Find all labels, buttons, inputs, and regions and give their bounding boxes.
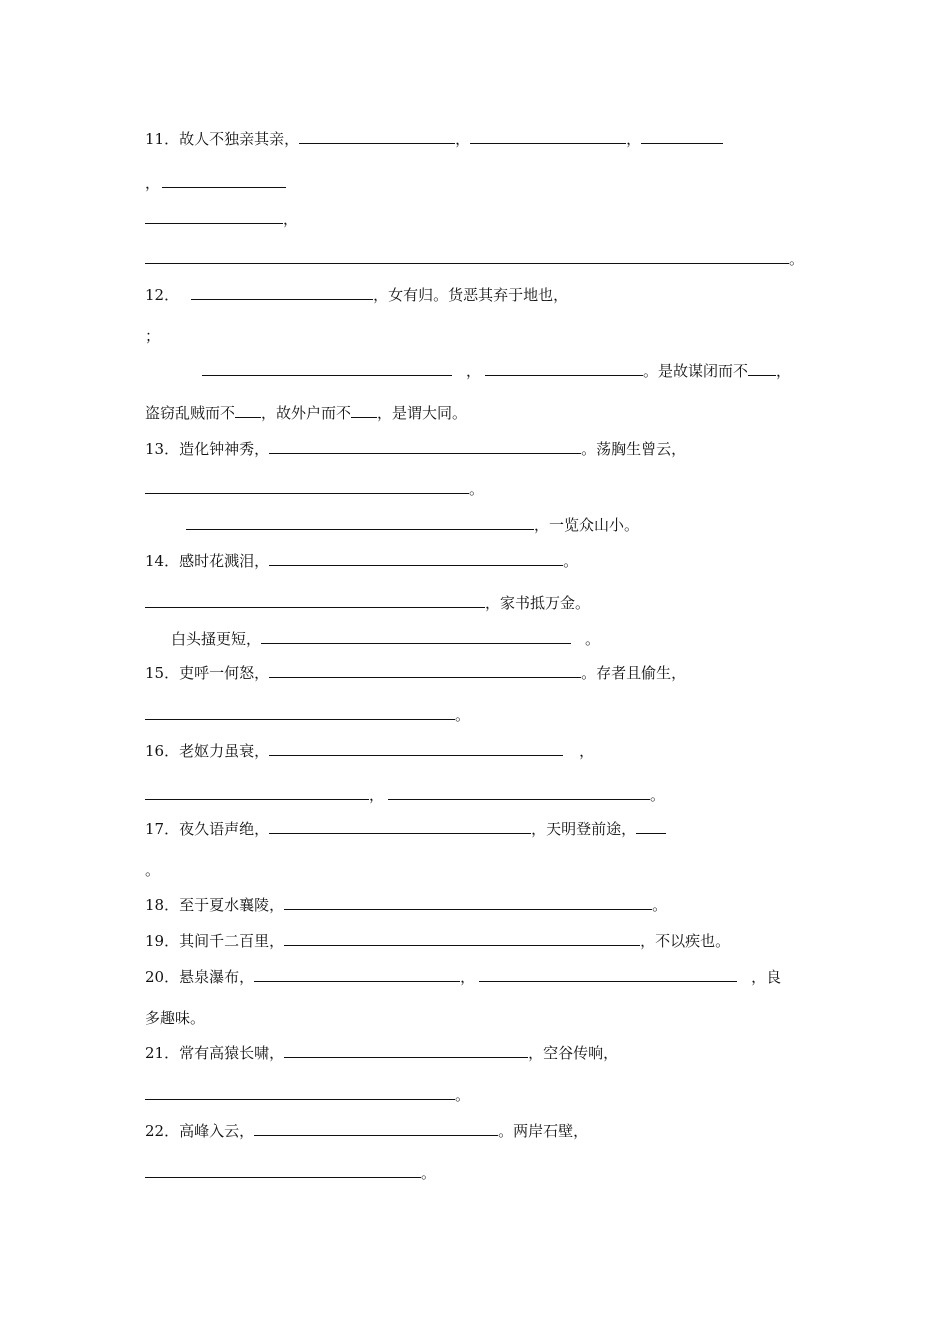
question-text: ； xyxy=(145,327,161,345)
answer-blank[interactable] xyxy=(254,966,460,982)
question-16-line-2 xyxy=(145,784,665,805)
question-18-line-1 xyxy=(145,894,667,915)
question-text: ， xyxy=(776,362,792,380)
question-17-line-2 xyxy=(145,860,160,880)
answer-blank[interactable] xyxy=(145,248,789,264)
question-text: ，良 xyxy=(751,968,782,986)
question-number: 15． xyxy=(145,664,180,682)
question-number: 22． xyxy=(145,1122,180,1140)
question-number: 14． xyxy=(145,552,180,570)
question-text: ， xyxy=(369,786,385,804)
question-text: 吏呼一何怒， xyxy=(179,664,270,682)
question-text: 。两岸石壁， xyxy=(498,1122,589,1140)
question-22-line-2 xyxy=(145,1162,436,1183)
question-text: ， xyxy=(626,130,642,148)
answer-blank[interactable] xyxy=(269,550,563,566)
answer-blank[interactable] xyxy=(269,438,581,454)
answer-blank[interactable] xyxy=(186,514,534,530)
answer-blank[interactable] xyxy=(284,1042,528,1058)
question-15-line-2 xyxy=(145,704,470,725)
question-text: 盗窃乱贼而不 xyxy=(145,404,236,422)
question-text: ，是谓大同。 xyxy=(377,404,468,422)
question-19-line-1 xyxy=(145,930,730,951)
question-number: 12． xyxy=(145,286,180,304)
question-text: 高峰入云， xyxy=(179,1122,255,1140)
answer-blank[interactable] xyxy=(145,208,283,224)
answer-blank[interactable] xyxy=(284,894,652,910)
question-text: 。 xyxy=(455,706,471,724)
question-text: ，故外户而不 xyxy=(261,404,352,422)
question-text: 。是故谋闭而不 xyxy=(643,362,749,380)
answer-blank[interactable] xyxy=(641,128,723,144)
answer-blank[interactable] xyxy=(636,818,666,834)
question-text: ， xyxy=(466,362,482,380)
question-text: 。 xyxy=(563,552,579,570)
question-12-line-1 xyxy=(145,284,568,305)
answer-blank[interactable] xyxy=(748,360,776,376)
answer-blank[interactable] xyxy=(254,1120,498,1136)
answer-blank[interactable] xyxy=(269,662,581,678)
question-number: 13． xyxy=(145,440,180,458)
question-17-line-1 xyxy=(145,818,666,839)
question-16-line-1 xyxy=(145,740,594,761)
question-text: ，天明登前途， xyxy=(531,820,637,838)
question-12-line-4 xyxy=(145,402,467,423)
question-text: 造化钟神秀， xyxy=(179,440,270,458)
answer-blank[interactable] xyxy=(235,402,261,418)
question-13-line-1 xyxy=(145,438,686,459)
question-12-line-2 xyxy=(145,326,160,346)
question-text: ，空谷传响， xyxy=(528,1044,619,1062)
answer-blank[interactable] xyxy=(269,740,563,756)
question-text: 。 xyxy=(469,480,485,498)
question-text: 。 xyxy=(789,250,805,268)
answer-blank[interactable] xyxy=(145,784,369,800)
question-21-line-2 xyxy=(145,1084,470,1105)
question-text: 。 xyxy=(650,786,666,804)
answer-blank[interactable] xyxy=(145,592,485,608)
question-text: ， xyxy=(579,742,595,760)
answer-blank[interactable] xyxy=(485,360,643,376)
question-text: 。荡胸生曾云， xyxy=(581,440,687,458)
answer-blank[interactable] xyxy=(470,128,626,144)
answer-blank[interactable] xyxy=(299,128,455,144)
question-text: 常有高猿长啸， xyxy=(179,1044,285,1062)
question-14-line-2 xyxy=(145,592,590,613)
answer-blank[interactable] xyxy=(145,478,469,494)
answer-blank[interactable] xyxy=(202,360,452,376)
question-text: 。 xyxy=(455,1086,471,1104)
question-20-line-1 xyxy=(145,966,781,987)
question-13-line-3 xyxy=(186,514,639,535)
question-text: 。存者且偷生， xyxy=(581,664,687,682)
question-12-line-3 xyxy=(202,360,791,381)
question-11-line-4 xyxy=(145,248,804,269)
question-number: 20． xyxy=(145,968,180,986)
question-number: 16． xyxy=(145,742,180,760)
answer-blank[interactable] xyxy=(261,628,571,644)
answer-blank[interactable] xyxy=(269,818,531,834)
answer-blank[interactable] xyxy=(145,1162,421,1178)
question-text: 。 xyxy=(421,1164,437,1182)
question-21-line-1 xyxy=(145,1042,618,1063)
question-text: 悬泉瀑布， xyxy=(179,968,255,986)
answer-blank[interactable] xyxy=(162,172,286,188)
answer-blank[interactable] xyxy=(191,284,373,300)
question-13-line-2 xyxy=(145,478,484,499)
question-text: 其间千二百里， xyxy=(179,932,285,950)
question-text: 故人不独亲其亲， xyxy=(179,130,300,148)
question-text: ， xyxy=(283,210,299,228)
question-text: 至于夏水襄陵， xyxy=(179,896,285,914)
question-number: 18． xyxy=(145,896,180,914)
question-15-line-1 xyxy=(145,662,686,683)
question-text: ，一览众山小。 xyxy=(534,516,640,534)
question-number: 21． xyxy=(145,1044,180,1062)
question-number: 11． xyxy=(145,130,180,148)
question-text: 多趣味。 xyxy=(145,1009,206,1027)
question-text: 老妪力虽衰， xyxy=(179,742,270,760)
question-text: 白头搔更短， xyxy=(171,630,262,648)
question-22-line-1 xyxy=(145,1120,588,1141)
question-text: 感时花溅泪， xyxy=(179,552,270,570)
answer-blank[interactable] xyxy=(351,402,377,418)
answer-blank[interactable] xyxy=(479,966,737,982)
question-number: 19． xyxy=(145,932,180,950)
answer-blank[interactable] xyxy=(145,704,455,720)
answer-blank[interactable] xyxy=(388,784,650,800)
question-text: ， xyxy=(145,174,161,192)
question-text: ，女有归。货恶其弃于地也， xyxy=(373,286,569,304)
answer-blank[interactable] xyxy=(145,1084,455,1100)
question-text: ， xyxy=(460,968,476,986)
question-text: ， xyxy=(455,130,471,148)
question-text: 。 xyxy=(145,861,161,879)
question-11-line-1 xyxy=(145,128,723,149)
question-14-line-1 xyxy=(145,550,578,571)
answer-blank[interactable] xyxy=(284,930,640,946)
question-14-line-3 xyxy=(171,628,600,649)
question-text: ，家书抵万金。 xyxy=(485,594,591,612)
question-number: 17． xyxy=(145,820,180,838)
question-20-line-2 xyxy=(145,1008,205,1028)
question-11-line-3 xyxy=(145,208,298,229)
question-11-line-2 xyxy=(145,172,286,193)
question-text: 。 xyxy=(585,630,601,648)
question-text: ，不以疾也。 xyxy=(640,932,731,950)
question-text: 。 xyxy=(652,896,668,914)
question-text: 夜久语声绝， xyxy=(179,820,270,838)
